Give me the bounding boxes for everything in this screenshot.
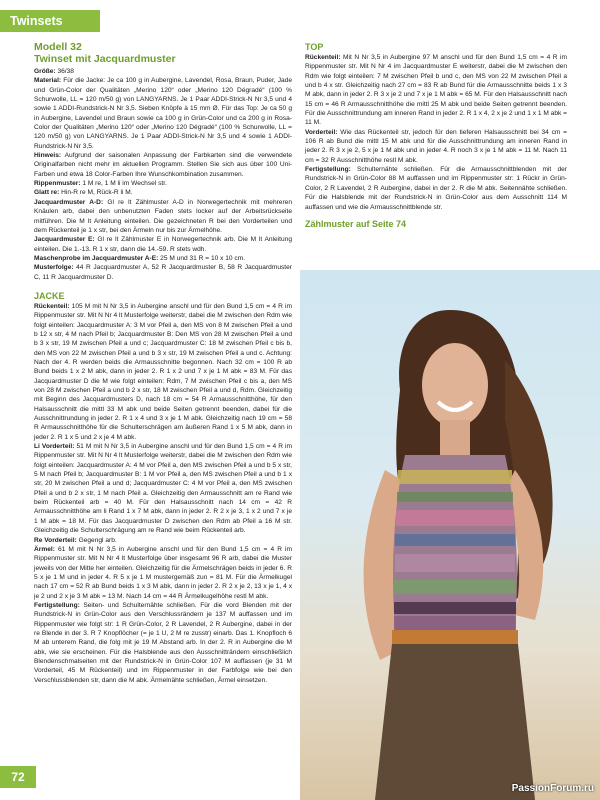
left-column [34, 42, 292, 685]
paragraph-text: Wie das Rückenteil str, jedoch für den tieferen Halsausschnitt bei 34 cm = 106 R ab Bund die mittl 15 M abk und für die Ausschnittrundung am inneren Rand in jeder 2. R 3 x je 2, 5 x je 1 M abk und in jeder 4. R noch 3 x je 1 M abk = 11 M. Nach 11 cm = 32 R Ausschnitthöhe restl M abk. [305, 128, 567, 164]
paragraph-label: Rückenteil: [305, 54, 341, 61]
instruction-paragraph [34, 188, 292, 197]
page-number: 72 [0, 766, 36, 788]
instruction-paragraph [34, 302, 292, 442]
paragraph-label: Vorderteil: [305, 128, 338, 136]
instruction-paragraph [34, 254, 292, 263]
paragraph-label: Ärmel: [34, 545, 55, 553]
paragraph-text: 36/38 [55, 68, 74, 75]
instruction-paragraph [34, 179, 292, 188]
paragraph-text: Gegengl arb. [76, 536, 117, 544]
paragraph-text: Gl re lt Zählmuster E in Norwegertechnik arb. Die M lt Anleitung einteilen. Die 1.-13. R 1 x str, dann die 14.-59. R stets wdh. [34, 236, 292, 253]
instruction-paragraph [34, 601, 292, 685]
paragraph-text: Für die Jacke: Je ca 100 g in Aubergine, Lavendel, Rosa, Braun, Puder, Jade und Grün-Color der Qualitäten „Merino 120“ oder „Merino 120 Dégradé“ (100 % Schurwolle, LL = 120 m/50 g) von LANGYARNS. Je 1 Paar ADDI-Strick-N Nr 3,5 und 4 sowie 1 ADDI-Rundstrick-N Nr 3,5. Sieben Knöpfe à 15 mm Ø. Für das Top: Je ca 50 g in Aubergine, Lavendel und Braun sowie ca 100 g in Grün-Color und ca 200 g in Rosa-Color der Qualitäten „Merino 120“ oder „Merino 120 Dégradé“ (100 % Schurwolle, LL = 120 m/50 g) von LANGYARNS. Je 1 Paar ADDI-Strick-N Nr 3,5 und 4 sowie 1 ADDI-Rundstrick-N Nr 3,5. [34, 77, 292, 150]
jacke-instructions [34, 302, 292, 685]
paragraph-text: Hin-R re M, Rück-R li M. [59, 189, 133, 197]
paragraph-label: Li Vorderteil: [34, 443, 75, 451]
top-instructions [305, 53, 567, 212]
woman-in-knit-top-image [300, 270, 600, 800]
model-title: Twinset mit Jacquardmuster [34, 53, 176, 65]
paragraph-text: 105 M mit N Nr 3,5 in Aubergine anschl und für den Bund 1,5 cm = 4 R im Rippenmuster str. Mit N Nr 4 lt Musterfolge weiterstr, dabei die M zwischen den Rdm wie folgt einteilen: Jacquardmuster A: 3 M vor Pfeil a, den MS von 8 M zwischen Pfeil a und b 12 x str, 4 M nach Pfeil b; Jacquardmuster B: Den MS von 28 M zwischen Pfeil a und b 3 x str, 19 M zwischen Pfeil a und c; Jacquardmuster C: 18 M zwischen Pfeil c bis b, den MS von 22 M zwischen Pfeil a und b 3 x str, 19 M zwischen Pfeil a und c. Achtung: Nach der 4. R werden beids die Armausschnitte begonnen. Nach 32 cm = 100 R ab Bund beids 1 x 2 M abk, dann in jeder 2. R 1 x 2 und 7 x je 1 M abk = 83 M. Für das Jacquardmuster D die M wie folgt einteilen: Rdm, 7 M zwischen Pfeil c bis a, den MS von 28 M zwischen Pfeil a und b 2 x str, 18 M zwischen Pfeil a und d, Rdm. Gleichzeitig mit Beginn des Jacquardmusters D, nach 18 cm = 54 R Armausschnitthöhe, für den Halsausschnitt die mittl 33 M abk und beide Seiten getrennt beenden, dabei für die Ausschnittrundung in jeder 2. R 1 x 4 und 3 x je 1 M abk. Gleichzeitig nach 19 cm = 58 R Armausschnitthöhe für die Schulterschrägen am äußeren Rand 1 x 5 M abk, dann in jeder 2. R 1 x 5 und 2 x je 4 M abk. [34, 302, 292, 441]
paragraph-label: Größe: [34, 68, 56, 75]
paragraph-text: Gl re lt Zählmuster A-D in Norwegertechnik mit mehreren Knäulen arb, dabei den unbenutzten Faden stets locker auf der Arbeitsrückseite mitführen. Die M lt Anleitung einteilen. Die gezeichneten R bei den Vorderteilen und dem Rückenteil je 1 x str, bei den Ärmeln nur bis zur Ärmelhöhe. [34, 198, 293, 234]
paragraph-label: Fertigstellung: [305, 166, 351, 174]
instruction-paragraph [34, 67, 292, 76]
instruction-paragraph [305, 128, 567, 165]
right-column [305, 42, 567, 229]
instruction-paragraph [34, 545, 292, 601]
instruction-paragraph [34, 263, 292, 282]
paragraph-label: Rückenteil: [34, 302, 70, 310]
paragraph-label: Re Vorderteil: [34, 536, 77, 544]
instruction-paragraph [34, 151, 292, 179]
paragraph-label: Fertigstellung: [34, 601, 80, 609]
materials-section [34, 67, 292, 282]
paragraph-label: Rippenmuster: [34, 180, 81, 188]
paragraph-label: Jacquardmuster E: [34, 236, 95, 244]
instruction-paragraph [34, 198, 292, 235]
model-number: Modell 32 [34, 41, 82, 53]
watermark: PassionForum.ru [511, 783, 594, 794]
model-photo [300, 270, 600, 800]
paragraph-text: Schulternähte schließen. Für die Armausschnittblenden mit der Rundstrick-N in Grün-Color 88 M auffassen und im Rippenmuster str: 1 Rückr in Grün-Color, 2 R Lavendel, 2 R Aubergine, dabei in der 2. R die M abk. Seitennähte schließen. Für die Halsblende mit der Rundstrick-N in Grün-Color aus dem Ausschnitt 114 M auffassen und wie die Armausschnittblende str. [305, 166, 567, 211]
paragraph-label: Jacquardmuster A-D: [34, 198, 104, 206]
paragraph-label: Hinweis: [34, 152, 62, 160]
top-heading: TOP [305, 42, 324, 52]
paragraph-text: Aufgrund der saisonalen Anpassung der Farbkarten sind die verwendete Originalfarben nicht mehr im aktuellen Programm. Stellen Sie sich aus über 100 Uni-Farben und etwa 18 Color-Farben Ihre Wunschkombination zusammen. [34, 152, 292, 178]
paragraph-text: 61 M mit N Nr 3,5 in Aubergine anschl und für den Bund 1,5 cm = 4 R im Rippenmuster str. Mit N Nr 4 lt Musterfolge über insgesamt 96 R arb, dabei die Muster jeweils von der Mitte her einteilen. Gleichzeitig für die Ärmelschrägen beids in jeder 6. R 5 x je 1 M und in jeder 4. R 5 x je 1 M mustergemäß zun = 81 M. Für die Ärmelkugel nach 17 cm = 52 R ab Bund beids 1 x 3 M abk, dann in jeder 2. R 2 x je 2, 13 x je 1, 4 x je 2 und 2 x je 3 M abk = 13 M. Nach 14 cm = 44 R Ärmelkugelhöhe restl M abk. [34, 545, 292, 600]
instruction-paragraph [34, 442, 292, 535]
section-tab: Twinsets [0, 10, 100, 32]
instruction-paragraph [305, 53, 567, 128]
chart-reference: Zählmuster auf Seite 74 [305, 218, 407, 229]
paragraph-text: 1 M re, 1 M li im Wechsel str. [80, 180, 167, 188]
paragraph-label: Maschenprobe im Jacquardmuster A-E: [34, 254, 159, 262]
paragraph-text: 51 M mit N Nr 3,5 in Aubergine anschl und für den Bund 1,5 cm = 4 R im Rippenmuster str. Mit N Nr 4 lt Musterfolge weiterstr, dabei die M zwischen den Rdm wie folgt einteilen: Jacquardmuster A: 4 M vor Pfeil a, den MS zwischen Pfeil a und b 5 x str, 5 M nach Pfeil b; Jacquardmuster B: 1 M vor Pfeil a, den MS zwischen Pfeil a und b 1 x str, 20 M zwischen Pfeil a und d; Jacquardmuster C: 4 M vor Pfeil a, den MS zwischen Pfeil a und b 2 x str, 1 M nach Pfeil a. Gleichzeitig den Armausschnitt am re Rand wie beim Rückenteil arb = 40 M. Für den Halsausschnitt nach 14 cm = 42 R Armausschnitthöhe am li Rand 1 x 7 M abk, dann in jeder 2. R 2 x je 3, 1 x 2 und 7 x je 1 M abk = 18 M. Für das Jacquardmuster D zwischen den Rdm ab Pfeil a 16 M str. Gleichzeitig die Schulterschrägung am re Rand wie beim Rückenteil arb. [34, 443, 292, 535]
instruction-paragraph [34, 235, 292, 254]
paragraph-text: 44 R Jacquardmuster A, 52 R Jacquardmuster B, 58 R Jacquardmuster C, 11 R Jacquardmuster D. [34, 264, 292, 281]
paragraph-text: 25 M und 31 R = 10 x 10 cm. [158, 254, 246, 262]
paragraph-label: Glatt re: [34, 189, 60, 197]
paragraph-label: Material: [34, 77, 62, 85]
instruction-paragraph [34, 76, 292, 151]
instruction-paragraph [34, 536, 292, 545]
paragraph-text: Seiten- und Schulternähte schließen. Für die vord Blenden mit der Rundstrick-N in Grün-Color aus den Verschlussrändern je 137 M auffassen und im Rippenmuster wie folgt str: 1 R Grün-Color, 2 R Lavendel, 2 R Aubergine, dabei in der re Blende in der 3. R 7 Knopflöcher (= je 1 U, 2 M re zusstr) einarb. Das 1. Knopfloch 6 M ab unterem Rand, die folg mit je 19 M Abstand arb. In der 2. R in Aubergine die M abk, wie sie erscheinen. Für die Halsblende aus den Ausschnitträndern einschließlich Blendenschmalseiten mit der Rundstrick-N in Grün-Color 107 M auffassen (je 31 M Vorderteil, 45 M Rückenteil) und im Rippenmuster in der Farbfolge wie bei den Verschlussblenden str, dann die M abk. Ärmelnähte schließen, Ärmel einsetzen. [34, 601, 292, 684]
instruction-paragraph [305, 165, 567, 212]
paragraph-text: Mit N Nr 3,5 in Aubergine 97 M anschl und für den Bund 1,5 cm = 4 R im Rippenmuster str. Mit N Nr 4 im Jacquardmuster E weiterstr, dabei die M zwischen den Rdm wie folgt einteilen: 7 M zwischen Pfeil b und c, den MS von 22 M zwischen Pfeil a und b 4 x str. Gleichzeitig nach 27 cm = 83 R ab Bund für die Armausschnitte beids 1 x 3 M abk, dann in jeder 2. R 3 x je 2 und 7 x je 1 M abk = 65 M. Für den Halsausschnitt nach 15 cm = 46 R Armausschnitthöhe die mittl 25 M abk und beide Seiten getrennt beenden. Für die Ausschnittrundung am inneren Rand in jeder 2. R 1 x 4, 2 x je 2 und 1 x 1 M abk = 11 M. [305, 54, 567, 127]
paragraph-label: Musterfolge: [34, 264, 74, 272]
jacke-heading: JACKE [34, 290, 65, 301]
